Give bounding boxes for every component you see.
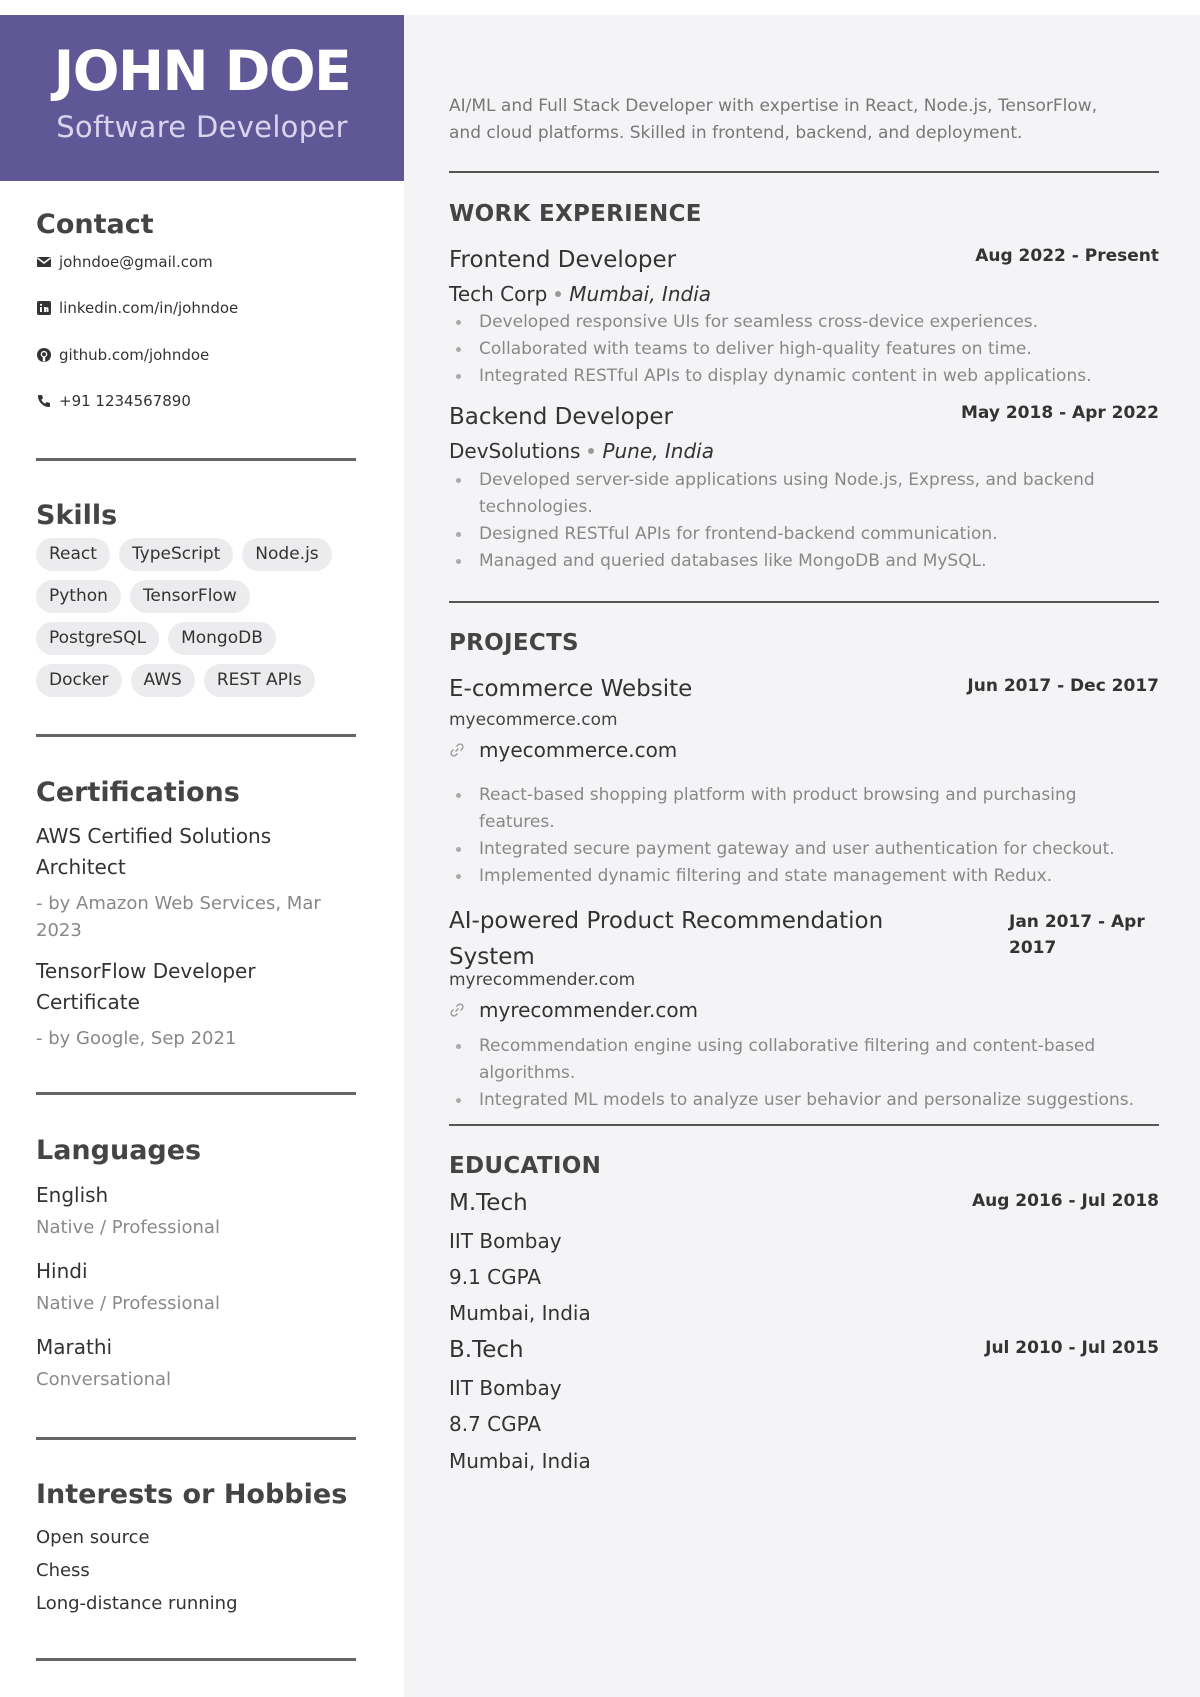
skill-chip: React: [36, 538, 110, 571]
education-date: Aug 2016 - Jul 2018: [971, 1191, 1159, 1211]
separator-dot: [588, 448, 594, 454]
skill-chip: Node.js: [242, 538, 331, 571]
job-company: [449, 439, 714, 463]
contact-github[interactable]: [36, 346, 209, 364]
company-name: DevSolutions: [449, 439, 581, 463]
contact-linkedin[interactable]: [36, 299, 238, 317]
education-school: IIT Bombay: [449, 1229, 562, 1253]
project-bullet: Integrated ML models to analyze user behavior and personalize suggestions.: [449, 1087, 1139, 1114]
degree-title: M.Tech: [449, 1190, 528, 1216]
job-title: Backend Developer: [449, 404, 673, 430]
project-link-text: myrecommender.com: [479, 998, 699, 1022]
project-bullet: Implemented dynamic filtering and state management with Redux.: [449, 863, 1139, 890]
job-bullet: Integrated RESTful APIs to display dynamic content in web applications.: [449, 363, 1139, 390]
section-divider: [449, 601, 1159, 603]
sidebar-divider: [36, 1437, 356, 1440]
github-icon: [36, 347, 52, 363]
link-icon: [449, 1002, 465, 1018]
job-location: Mumbai, India: [569, 282, 711, 306]
section-divider: [449, 171, 1159, 173]
linkedin-icon: [36, 300, 52, 316]
project-bullet: Integrated secure payment gateway and user authentication for checkout.: [449, 836, 1139, 863]
language-name: English: [36, 1183, 109, 1207]
sidebar: [0, 15, 404, 1697]
interests-heading: Interests or Hobbies: [36, 1479, 348, 1510]
company-name: Tech Corp: [449, 282, 548, 306]
education-heading: EDUCATION: [449, 1153, 602, 1179]
project-link[interactable]: [449, 998, 698, 1022]
contact-phone[interactable]: [36, 392, 191, 410]
certification-title: TensorFlow Developer Certificate: [36, 959, 256, 1014]
mail-icon: [36, 254, 52, 270]
project-link-text: myecommerce.com: [479, 738, 678, 762]
hobby-item: Chess: [36, 1560, 90, 1581]
skills-section: [36, 500, 356, 710]
language-level: Native / Professional: [36, 1217, 220, 1238]
job-bullet: Developed responsive UIs for seamless cross-device experiences.: [449, 309, 1139, 336]
contact-section: [36, 209, 356, 429]
skill-chip: Python: [36, 580, 121, 613]
skill-chip: AWS: [131, 664, 195, 697]
language-name: Hindi: [36, 1259, 88, 1283]
work-experience-heading: WORK EXPERIENCE: [449, 201, 702, 227]
skill-chip: TensorFlow: [130, 580, 250, 613]
hobby-item: Long-distance running: [36, 1593, 238, 1614]
languages-heading: Languages: [36, 1135, 202, 1166]
main-content: [404, 15, 1200, 1697]
contact-email-text: johndoe@gmail.com: [59, 253, 213, 271]
language-name: Marathi: [36, 1335, 113, 1359]
job-date: Aug 2022 - Present: [975, 246, 1159, 266]
certification-meta: - by Amazon Web Services, Mar 2023: [36, 893, 321, 941]
certifications-section: [36, 777, 356, 1077]
project-bullet: React-based shopping platform with product browsing and purchasing features.: [449, 782, 1139, 836]
candidate-name: JOHN DOE: [53, 39, 351, 103]
sidebar-divider: [36, 734, 356, 737]
contact-github-text: github.com/johndoe: [59, 346, 210, 364]
education-date: Jul 2010 - Jul 2015: [985, 1338, 1159, 1358]
certifications-heading: Certifications: [36, 777, 240, 808]
name-banner: [0, 15, 404, 181]
separator-dot: [555, 291, 561, 297]
education-score: 8.7 CGPA: [449, 1412, 542, 1436]
candidate-role: Software Developer: [56, 110, 348, 144]
job-date: May 2018 - Apr 2022: [960, 403, 1159, 423]
project-url: myecommerce.com: [449, 710, 618, 730]
section-divider: [449, 1124, 1159, 1126]
skill-chip: TypeScript: [119, 538, 233, 571]
job-company: [449, 282, 711, 306]
skill-chip: Docker: [36, 664, 122, 697]
hobby-item: Open source: [36, 1527, 150, 1548]
degree-title: B.Tech: [449, 1337, 524, 1363]
project-date: Jan 2017 - Apr 2017: [1009, 912, 1145, 958]
education-score: 9.1 CGPA: [449, 1265, 542, 1289]
skills-row: [36, 538, 341, 571]
skill-chip: MongoDB: [168, 622, 276, 655]
sidebar-divider: [36, 1092, 356, 1095]
projects-heading: PROJECTS: [449, 630, 579, 656]
link-icon: [449, 742, 465, 758]
language-level: Conversational: [36, 1369, 172, 1390]
language-level: Native / Professional: [36, 1293, 220, 1314]
skill-chip: PostgreSQL: [36, 622, 159, 655]
phone-icon: [36, 393, 52, 409]
certification-meta: - by Google, Sep 2021: [36, 1028, 237, 1049]
project-date: Jun 2017 - Dec 2017: [967, 676, 1159, 696]
skills-row: [36, 664, 324, 697]
job-location: Pune, India: [602, 439, 714, 463]
job-bullet: Collaborated with teams to deliver high-quality features on time.: [449, 336, 1139, 363]
professional-summary: AI/ML and Full Stack Developer with expertise in React, Node.js, TensorFlow, and cloud platforms. Skilled in frontend, backend, and deployment.: [449, 96, 1098, 143]
interests-section: [36, 1479, 356, 1639]
project-link[interactable]: [449, 738, 677, 762]
job-bullet: Managed and queried databases like MongoDB and MySQL.: [449, 548, 1139, 575]
sidebar-divider: [36, 1658, 356, 1661]
contact-heading: Contact: [36, 209, 154, 240]
contact-email[interactable]: [36, 253, 213, 271]
certification-title: AWS Certified Solutions Architect: [36, 824, 272, 879]
education-school: IIT Bombay: [449, 1376, 562, 1400]
skills-heading: Skills: [36, 500, 118, 531]
contact-linkedin-text: linkedin.com/in/johndoe: [59, 299, 239, 317]
skills-row: [36, 622, 285, 655]
skills-row: [36, 580, 259, 613]
project-title: E-commerce Website: [449, 676, 693, 702]
languages-section: [36, 1135, 356, 1435]
education-location: Mumbai, India: [449, 1301, 591, 1325]
project-bullet: Recommendation engine using collaborative filtering and content-based algorithms.: [449, 1033, 1139, 1087]
sidebar-divider: [36, 458, 356, 461]
skill-chip: REST APIs: [204, 664, 315, 697]
job-title: Frontend Developer: [449, 247, 677, 273]
job-bullet: Developed server-side applications using Node.js, Express, and backend technologies.: [449, 467, 1139, 521]
project-url: myrecommender.com: [449, 970, 636, 990]
education-location: Mumbai, India: [449, 1449, 591, 1473]
job-bullet: Designed RESTful APIs for frontend-backend communication.: [449, 521, 1139, 548]
project-title: AI-powered Product Recommendation System: [449, 908, 884, 970]
contact-phone-text: +91 1234567890: [59, 392, 191, 410]
